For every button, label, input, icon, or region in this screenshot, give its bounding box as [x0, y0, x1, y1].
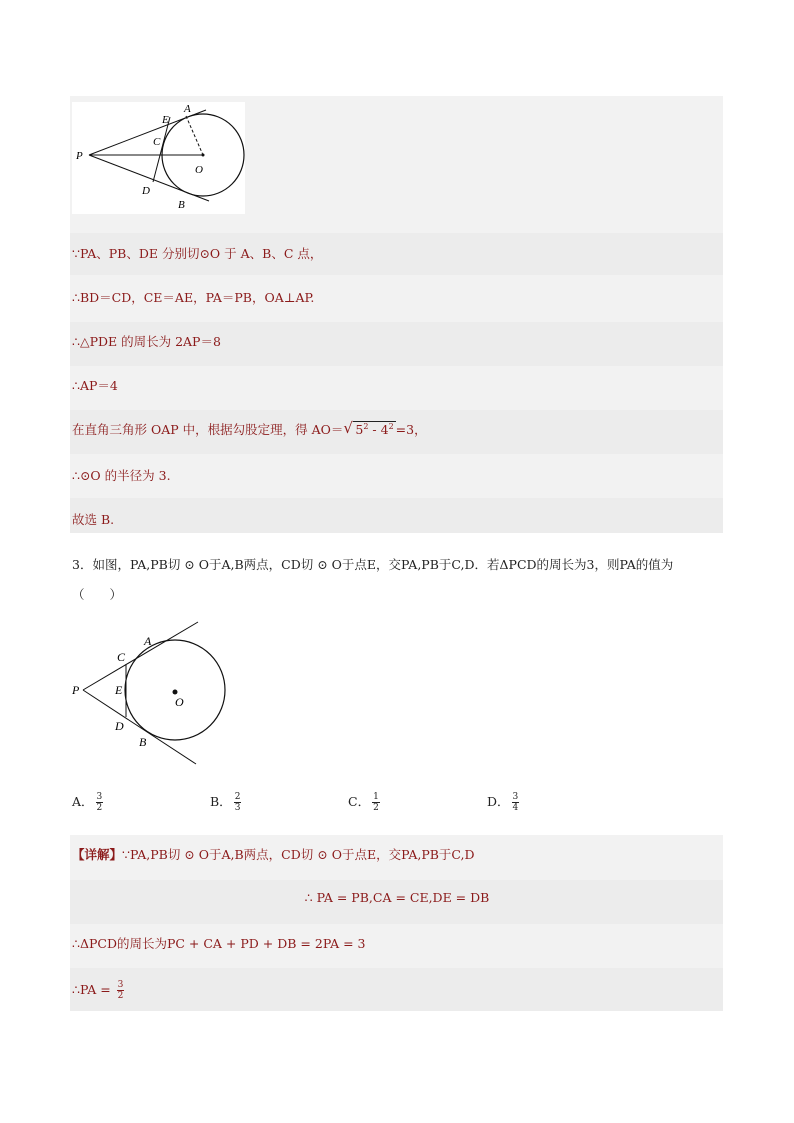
solution-line-5 [72, 420, 427, 438]
solution-line-1: ∵PA、PB、DE 分别切⊙O 于 A、B、C 点， [72, 246, 323, 261]
tangent-diagram-svg [72, 102, 245, 214]
label-c: C [117, 650, 126, 664]
answer-line-3: ∴ΔPCD的周长为PC + CA + PD + DB = 2PA = 3 [72, 936, 366, 951]
solution-line-2: ∴BD＝CD，CE＝AE，PA＝PB，OA⊥AP. [72, 290, 315, 305]
label-b: B [139, 735, 147, 749]
label-o: O [195, 164, 203, 176]
answer-tag: 【详解】 [72, 847, 123, 862]
option-c[interactable] [348, 792, 380, 813]
label-d: D [115, 719, 124, 733]
answer-band [70, 968, 723, 1011]
option-c-label: C． [348, 794, 371, 809]
label-p: P [72, 683, 80, 697]
rad-exp-1: 2 [363, 421, 369, 431]
option-a-fraction: $\frac{3}{2}$ [96, 792, 103, 813]
label-b: B [178, 199, 185, 211]
label-e: E [162, 114, 169, 126]
label-p: P [76, 150, 83, 162]
label-d: D [142, 185, 150, 197]
solution-band [70, 498, 723, 533]
option-a[interactable] [72, 792, 103, 813]
tangent-figure-1 [72, 102, 245, 214]
tangent-diagram-svg-2 [68, 618, 238, 768]
tangent-figure-2 [68, 618, 238, 768]
option-d-label: D． [487, 794, 510, 809]
option-c-fraction: $\frac{1}{2}$ [373, 792, 379, 813]
question-3-stem: 3．如图，PA,PB切 ⊙ O于A,B两点，CD切 ⊙ O于点E，交PA,PB于C,D．若ΔPCD的周长为3，则PA的值为 [72, 557, 674, 572]
option-a-label: A． [72, 794, 94, 809]
label-o: O [175, 695, 184, 709]
answer-text-1: ∵PA,PB切 ⊙ O于A,B两点，CD切 ⊙ O于点E，交PA,PB于C,D [122, 847, 475, 862]
answer-line-1 [72, 845, 475, 863]
solution-line-4: ∴AP＝4 [72, 378, 118, 393]
solution-line-7: 故选 B. [72, 512, 115, 527]
answer-line-4 [72, 980, 124, 1001]
option-d-fraction: $\frac{3}{4}$ [512, 792, 519, 813]
sqrt-expression: √ $5^2 - 4^2$ [343, 418, 394, 437]
question-3-bracket: （ ） [72, 587, 123, 602]
pythagoras-result: =3， [395, 422, 427, 437]
solution-line-3: ∴△PDE 的周长为 2AP＝8 [72, 334, 221, 349]
label-e: E [115, 683, 123, 697]
option-b[interactable] [210, 792, 241, 813]
label-a: A [144, 634, 152, 648]
answer-pa: ∴PA = [72, 982, 115, 997]
option-b-label: B． [210, 794, 232, 809]
label-a: A [184, 103, 191, 115]
solution-line-6: ∴⊙O 的半径为 3. [72, 468, 171, 483]
option-d[interactable] [487, 792, 519, 813]
rad-base-5: 5 [355, 422, 364, 437]
rad-exp-2: 2 [388, 421, 394, 431]
pythagoras-text: 在直角三角形 OAP 中，根据勾股定理，得 AO＝ [72, 422, 344, 437]
rad-base-4: - 4 [368, 422, 389, 437]
answer-fraction: $\frac{3}{2}$ [117, 980, 124, 1001]
answer-line-2: ∴ PA = PB,CA = CE,DE = DB [304, 890, 490, 905]
label-c: C [153, 136, 161, 148]
option-b-fraction: $\frac{2}{3}$ [234, 792, 241, 813]
